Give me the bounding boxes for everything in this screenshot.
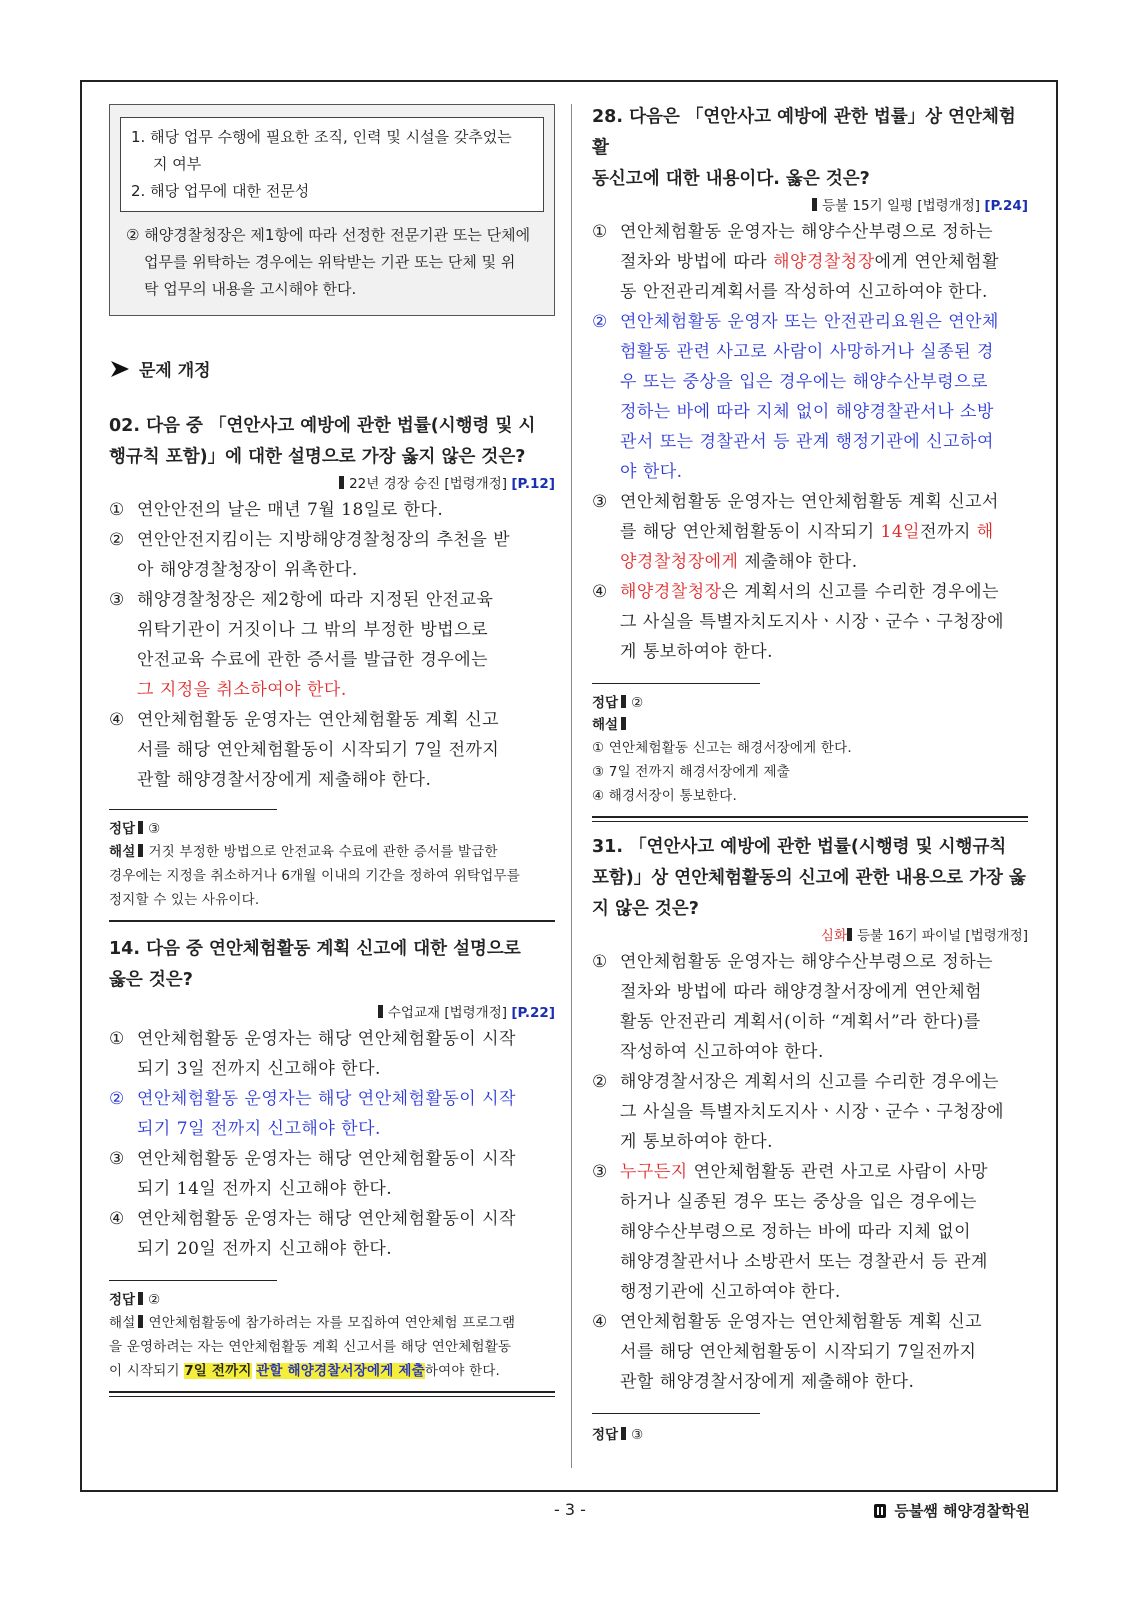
option-number: ① xyxy=(109,500,125,520)
text-run: 연안체험활동 운영자 또는 안전관리요원은 연안체 xyxy=(620,312,999,332)
answer-rule xyxy=(109,809,277,810)
options xyxy=(109,495,555,795)
option-3 xyxy=(109,585,555,705)
text-run: 양경찰청장에게 xyxy=(620,552,739,572)
text-run: 되기 14일 전까지 신고해야 한다. xyxy=(137,1179,393,1199)
question-14 xyxy=(109,934,555,1383)
answer: 정답 ② xyxy=(592,695,644,711)
question-source: 심화 등불 16기 파이널 [법령개정] xyxy=(820,928,1028,944)
text-run: 그 사실을 특별자치도지사ㆍ시장ㆍ군수ㆍ구청장에 xyxy=(620,1102,1005,1122)
option-number: ② xyxy=(592,312,608,332)
option-1 xyxy=(109,495,555,525)
text-run: 연안체험활동 운영자는 해당 연안체험활동이 시작 xyxy=(137,1149,516,1169)
text-run: 절차와 방법에 따라 해양경찰서장에게 연안체험 xyxy=(620,982,983,1002)
legal-paragraph-2: ② 해양경찰청장은 제1항에 따라 선정한 전문기관 또는 단체에 업무를 위탁하는 경우에는 위탁받는 기관 또는 단체 및 위 탁 업무의 내용을 고시해야 한다. xyxy=(126,226,531,298)
marker-bar-icon xyxy=(812,198,817,211)
text-run: 야 한다. xyxy=(620,462,683,482)
text-run: 험활동 관련 사고로 사람이 사망하거나 실종된 경 xyxy=(620,342,994,362)
option-2 xyxy=(109,1084,555,1144)
text-run: 하거나 실종된 경우 또는 중상을 입은 경우에는 xyxy=(620,1192,977,1212)
option-2 xyxy=(592,1067,1028,1157)
criteria-1-line-2: 지 여부 xyxy=(153,155,202,173)
question-02 xyxy=(109,411,555,912)
text-run: 연안체험활동 운영자는 연안체험활동 계획 신고서 xyxy=(620,492,999,512)
option-4 xyxy=(592,577,1028,667)
text-run: 연안안전의 날은 매년 7월 18일로 한다. xyxy=(137,500,444,520)
text-run: 연안체험활동 관련 사고로 사람이 사망 xyxy=(687,1162,988,1182)
marker-bar-icon xyxy=(138,821,143,834)
text-run: 을 운영하려는 자는 연안체험활동 계획 신고서를 해당 연안체험활동 xyxy=(109,1339,512,1355)
text-run: 하여야 한다. xyxy=(424,1363,501,1379)
marker-bar-icon xyxy=(621,1427,626,1440)
difficulty-badge: 심화 xyxy=(820,928,847,944)
criteria-1-line-1: 1. 해당 업무 수행에 필요한 조직, 인력 및 시설을 갖추었는 xyxy=(131,128,512,146)
text-run: 행정기관에 신고하여야 한다. xyxy=(620,1282,841,1302)
text-run: 그 지정을 취소하여야 한다. xyxy=(137,680,347,700)
text-run: 연안체험활동에 참가하려는 자를 모집하여 연안체험 프로그램 xyxy=(148,1315,516,1331)
option-number: ③ xyxy=(592,492,608,512)
option-3 xyxy=(592,487,1028,577)
text-run: 를 해당 연안체험활동이 시작되기 xyxy=(620,522,881,542)
section-heading xyxy=(109,356,555,381)
question-source: 22년 경장 승진 [법령개정] [P.12] xyxy=(109,473,555,495)
text-run: 연안체험활동 운영자는 해당 연안체험활동이 시작 xyxy=(137,1029,516,1049)
marker-bar-icon xyxy=(339,476,344,489)
question-separator xyxy=(592,816,1028,822)
answer-rule xyxy=(592,683,760,684)
text-run: 서를 해당 연안체험활동이 시작되기 7일 전까지 xyxy=(137,740,500,760)
text-run: 해양경찰청장 xyxy=(620,582,722,602)
text-run: 연안체험활동 운영자는 해당 연안체험활동이 시작 xyxy=(137,1089,516,1109)
text-run: 관할 해양경찰서장에게 제출해야 한다. xyxy=(620,1372,915,1392)
text-run: 연안체험활동 운영자는 해당 연안체험활동이 시작 xyxy=(137,1209,516,1229)
text-run: 위탁기관이 거짓이나 그 밖의 부정한 방법으로 xyxy=(137,620,489,640)
question-28 xyxy=(592,102,1028,808)
option-number: ① xyxy=(592,222,608,242)
option-number: ③ xyxy=(109,1149,125,1169)
explanation-label: 해설 xyxy=(592,714,1028,736)
text-run: 관할 해양경찰서장에게 제출해야 한다. xyxy=(137,770,432,790)
option-4 xyxy=(109,705,555,795)
answer: 정답 ③ xyxy=(109,821,161,837)
options xyxy=(109,1024,555,1264)
page-ref: [P.12] xyxy=(511,476,555,492)
text-run: 서를 해당 연안체험활동이 시작되기 7일전까지 xyxy=(620,1342,977,1362)
page-ref: [P.22] xyxy=(511,1005,555,1021)
option-1 xyxy=(109,1024,555,1084)
text-run: 되기 3일 전까지 신고해야 한다. xyxy=(137,1059,381,1079)
text-run: 연안체험활동 운영자는 연안체험활동 계획 신고 xyxy=(137,710,500,730)
text-run: 해양경찰서장은 계획서의 신고를 수리한 경우에는 xyxy=(620,1072,999,1092)
text-run: 연안체험활동 운영자는 연안체험활동 계획 신고 xyxy=(620,1312,983,1332)
section-end-rule xyxy=(109,1391,555,1397)
explanation: 해설 거짓 부정한 방법으로 안전교육 수료에 관한 증서를 발급한 경우에는 지정을 취소하거나 6개월 이내의 기간을 정하여 위탁업무를 정지할 수 있는 사유이다. xyxy=(109,844,520,908)
answer: 정답 ③ xyxy=(592,1427,644,1443)
text-run: 관서 또는 경찰관서 등 관계 행정기관에 신고하여 xyxy=(620,432,994,452)
text-run: 게 통보하여야 한다. xyxy=(620,1132,774,1152)
option-3 xyxy=(109,1144,555,1204)
question-source: 등불 15기 일평 [법령개정] [P.24] xyxy=(592,195,1028,217)
option-number: ③ xyxy=(109,590,125,610)
option-number: ③ xyxy=(592,1162,608,1182)
marker-bar-icon xyxy=(138,1292,143,1305)
text-run: 작성하여 신고하여야 한다. xyxy=(620,1042,824,1062)
text-run: 정하는 바에 따라 지체 없이 해양경찰관서나 소방 xyxy=(620,402,994,422)
question-31 xyxy=(592,832,1028,1446)
answer-rule xyxy=(592,1413,760,1414)
text-run: 활동 안전관리 계획서(이하 “계획서”라 한다)를 xyxy=(620,1012,981,1032)
page-frame xyxy=(80,80,1058,1492)
option-number: ② xyxy=(109,1089,125,1109)
marker-bar-icon xyxy=(621,717,626,730)
text-run: 안전교육 수료에 관한 증서를 발급한 경우에는 xyxy=(137,650,489,670)
text-run: 절차와 방법에 따라 xyxy=(620,252,774,272)
text-run: 해양경찰청장 xyxy=(773,252,875,272)
option-number: ④ xyxy=(592,582,608,602)
text-run: 관할 해양경찰서장에게 제출 xyxy=(256,1363,425,1379)
text-run: 그 사실을 특별자치도지사ㆍ시장ㆍ군수ㆍ구청장에 xyxy=(620,612,1005,632)
footer-brand: 등불쌤 해양경찰학원 xyxy=(872,1500,1030,1521)
text-run: 연안체험활동 운영자는 해양수산부령으로 정하는 xyxy=(620,222,994,242)
arrow-pen-icon xyxy=(109,358,131,380)
option-1 xyxy=(592,947,1028,1067)
option-number: ② xyxy=(592,1072,608,1092)
question-title: 31. 「연안사고 예방에 관한 법률(시행령 및 시행규칙 포함)」상 연안체험활동의 신고에 관한 내용으로 가장 옳 지 않은 것은? xyxy=(592,837,1026,919)
text-run: 동 안전관리계획서를 작성하여 신고하여야 한다. xyxy=(620,282,988,302)
question-title: 28. 다음은 「연안사고 예방에 관한 법률」상 연안체험활 동신고에 대한 내용이다. 옳은 것은? xyxy=(592,107,1016,189)
option-4 xyxy=(592,1307,1028,1397)
text-run: 되기 7일 전까지 신고해야 한다. xyxy=(137,1119,381,1139)
option-3 xyxy=(592,1157,1028,1307)
option-number: ② xyxy=(109,530,125,550)
option-1 xyxy=(592,217,1028,307)
page-number: - 3 - xyxy=(554,1500,586,1519)
text-run: 아 해양경찰청장이 위촉한다. xyxy=(137,560,358,580)
text-run: 7일 전까지 xyxy=(184,1363,252,1379)
option-number: ④ xyxy=(109,710,125,730)
text-run: 은 계획서의 신고를 수리한 경우에는 xyxy=(721,582,999,602)
lamp-logo-icon xyxy=(872,1503,888,1519)
column-divider xyxy=(571,104,572,1468)
question-source: 수업교재 [법령개정] [P.22] xyxy=(109,1002,555,1024)
text-run: 해양수산부령으로 정하는 바에 따라 지체 없이 xyxy=(620,1222,972,1242)
text-run: 해양경찰청장은 제2항에 따라 지정된 안전교육 xyxy=(137,590,494,610)
options xyxy=(592,217,1028,667)
text-run: 게 통보하여야 한다. xyxy=(620,642,774,662)
question-title: 14. 다음 중 연안체험활동 계획 신고에 대한 설명으로 옳은 것은? xyxy=(109,939,521,990)
option-number: ④ xyxy=(109,1209,125,1229)
option-2 xyxy=(592,307,1028,487)
page-ref: [P.24] xyxy=(984,198,1028,214)
text-run: 14일 xyxy=(880,522,921,542)
answer-rule xyxy=(109,1280,277,1281)
text-run: 해양경찰관서나 소방관서 또는 경찰관서 등 관계 xyxy=(620,1252,988,1272)
right-column xyxy=(592,82,1028,1446)
question-separator xyxy=(109,920,555,922)
marker-bar-icon xyxy=(138,1315,143,1328)
marker-bar-icon xyxy=(847,928,852,941)
option-number: ① xyxy=(109,1029,125,1049)
option-number: ① xyxy=(592,952,608,972)
option-2 xyxy=(109,525,555,585)
option-4 xyxy=(109,1204,555,1264)
marker-bar-icon xyxy=(621,695,626,708)
text-run: 우 또는 중상을 입은 경우에는 해양수산부령으로 xyxy=(620,372,988,392)
marker-bar-icon xyxy=(138,844,143,857)
text-run: 누구든지 xyxy=(620,1162,688,1182)
text-run: 에게 연안체험활 xyxy=(874,252,999,272)
text-run: 전까지 xyxy=(920,522,977,542)
criteria-2: 2. 해당 업무에 대한 전문성 xyxy=(131,182,310,200)
text-run: 제출해야 한다. xyxy=(738,552,858,572)
explanation: 해설 연안체험활동에 참가하려는 자를 모집하여 연안체험 프로그램 을 운영하려는 자는 연안체험활동 계획 신고서를 해당 연안체험활동 이 시작되기 7일 전까지 관할 해양경찰서장에게 제출하여야 한다. xyxy=(109,1315,516,1379)
options xyxy=(592,947,1028,1397)
option-number: ④ xyxy=(592,1312,608,1332)
text-run: 되기 20일 전까지 신고해야 한다. xyxy=(137,1239,393,1259)
text-run: 연안체험활동 운영자는 해양수산부령으로 정하는 xyxy=(620,952,994,972)
text-run: 연안안전지킴이는 지방해양경찰청장의 추천을 받 xyxy=(137,530,511,550)
left-column xyxy=(109,82,555,1397)
text-run: 이 시작되기 xyxy=(109,1363,185,1379)
explanation: ① 연안체험활동 신고는 해경서장에게 한다. ③ 7일 전까지 해경서장에게 제출 ④ 해경서장이 통보한다. xyxy=(592,740,852,804)
legal-text-box xyxy=(109,104,555,316)
answer: 정답 ② xyxy=(109,1292,161,1308)
legal-criteria-box xyxy=(120,117,544,212)
question-title: 02. 다음 중 「연안사고 예방에 관한 법률(시행령 및 시 행규칙 포함)」에 대한 설명으로 가장 옳지 않은 것은? xyxy=(109,416,536,467)
section-title: 문제 개정 xyxy=(139,361,211,381)
text-run: 해 xyxy=(976,522,994,542)
marker-bar-icon xyxy=(378,1005,383,1018)
